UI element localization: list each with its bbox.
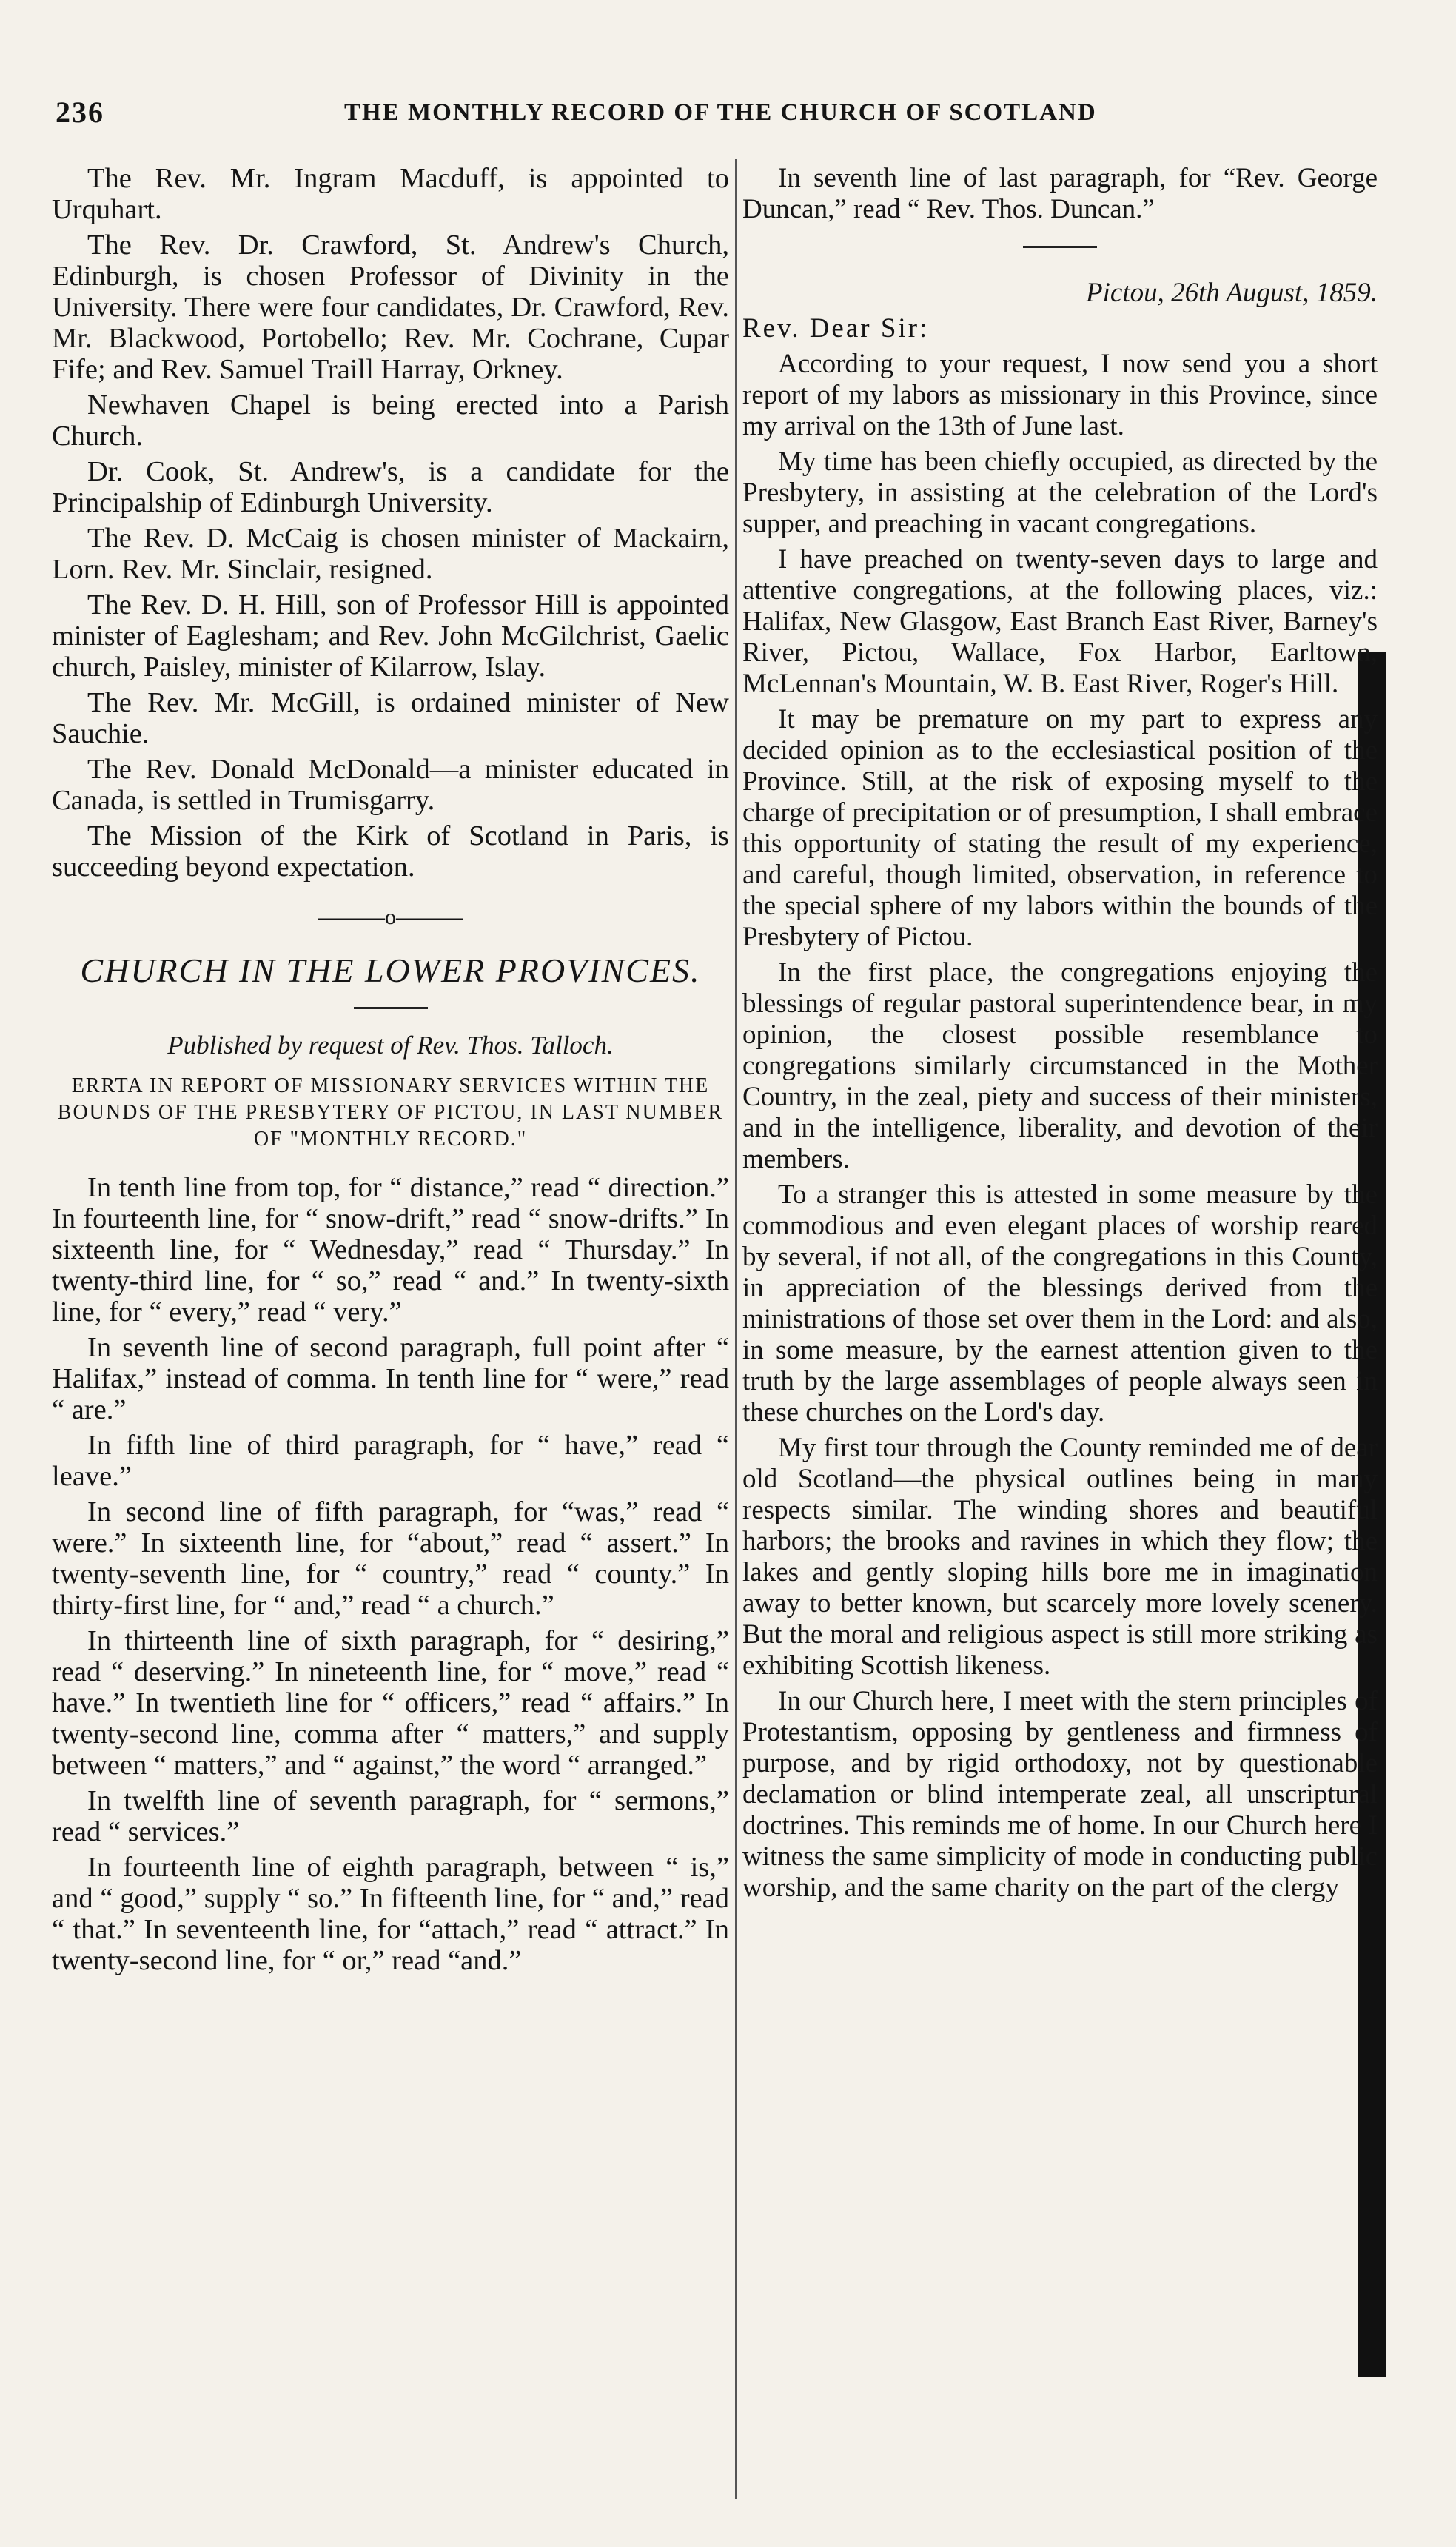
section-divider: ———o——— — [318, 905, 463, 929]
left-column — [52, 163, 729, 1981]
letter-rule — [1023, 246, 1097, 248]
notice-paragraph: The Rev. Donald McDonald—a minister educated in Canada, is settled in Trumisgarry. — [52, 754, 729, 816]
page-header — [56, 95, 1380, 139]
errata-heading: ERRTA IN REPORT OF MISSIONARY SERVICES WITHIN THE BOUNDS OF THE PRESBYTERY OF PICTOU, IN LAST NUMBER OF "MONTHLY RECORD." — [57, 1074, 724, 1151]
notice-paragraph: The Rev. Mr. McGill, is ordained minister of New Sauchie. — [52, 687, 729, 749]
errata-paragraph: In second line of fifth paragraph, for “was,” read “ were.” In sixteenth line, for “about,” read “ assert.” In twenty-seventh line, for “ country,” read “ county.” In thirty-first line, for “ and,” read “ a church.” — [52, 1496, 729, 1621]
letter-paragraph: My first tour through the County reminded me of dear old Scotland—the physical outlines being in many respects similar. The winding shores and beautiful harbors; the brooks and ravines in which they flow; the lakes and gently sloping hills bore me in imagination away to better known, but scarcely more lovely scenery. But the moral and religious aspect is still more striking as exhibiting Scottish likeness. — [742, 1433, 1378, 1681]
errata-continued: In seventh line of last paragraph, for “Rev. George Duncan,” read “ Rev. Thos. Duncan.” — [742, 163, 1378, 224]
section-subtitle: Published by request of Rev. Thos. Talloch. — [167, 1031, 614, 1060]
errata-paragraph: In fourteenth line of eighth paragraph, between “ is,” and “ good,” supply “ so.” In fifteenth line, for “ and,” read “ that.” In seventeenth line, for “attach,” read “ attract.” In twenty-second line, for “ or,” read “and.” — [52, 1852, 729, 1976]
notice-paragraph: The Mission of the Kirk of Scotland in Paris, is succeeding beyond expectation. — [52, 820, 729, 883]
errata-paragraph: In twelfth line of seventh paragraph, for “ sermons,” read “ services.” — [52, 1785, 729, 1847]
notice-paragraph: Dr. Cook, St. Andrew's, is a candidate for the Principalship of Edinburgh University. — [52, 456, 729, 518]
letter-paragraph: I have preached on twenty-seven days to large and attentive congregations, at the following places, viz.: Halifax, New Glasgow, East Branch East River, Barney's River, Pictou, Wallace, Fox Harbor, Earltown, McLennan's Mountain, W. B. East River, Roger's Hill. — [742, 544, 1378, 699]
letter-paragraph: In our Church here, I meet with the stern principles of Protestantism, opposing by gentleness and firmness of purpose, and by rigid orthodoxy, not by questionable declamation or blind intemperate zeal, all unscriptural doctrines. This reminds me of home. In our Church here I witness the same simplicity of mode in conducting public worship, and the same charity on the part of the clergy — [742, 1686, 1378, 1903]
notice-paragraph: The Rev. D. H. Hill, son of Professor Hill is appointed minister of Eaglesham; and Rev. John McGilchrist, Gaelic church, Paisley, minister of Kilarrow, Islay. — [52, 589, 729, 683]
dateline: Pictou, 26th August, 1859. — [1086, 278, 1378, 308]
notice-paragraph: The Rev. D. McCaig is chosen minister of Mackairn, Lorn. Rev. Mr. Sinclair, resigned. — [52, 523, 729, 585]
errata-paragraph: In fifth line of third paragraph, for “ have,” read “ leave.” — [52, 1430, 729, 1492]
notice-paragraph: The Rev. Dr. Crawford, St. Andrew's Church, Edinburgh, is chosen Professor of Divinity in the University. There were four candidates, Dr. Crawford, Rev. Mr. Blackwood, Portobello; Rev. Mr. Cochrane, Cupar Fife; and Rev. Samuel Traill Harray, Orkney. — [52, 230, 729, 385]
letter-paragraph: According to your request, I now send you a short report of my labors as missionary in this Province, since my arrival on the 13th of June last. — [742, 349, 1378, 441]
letter-paragraph: In the first place, the congregations enjoying the blessings of regular pastoral superintendence bear, in my opinion, the closest possible resemblance to congregations similarly circumstanced in the Mother Country, in the zeal, piety and success of their ministers, and in the intelligence, liberality, and devotion of their members. — [742, 957, 1378, 1174]
column-divider — [735, 159, 737, 2499]
right-column — [742, 163, 1378, 1908]
errata-paragraph: In thirteenth line of sixth paragraph, for “ desiring,” read “ deserving.” In nineteenth line, for “ move,” read “ have.” In twentieth line for “ officers,” read “ affairs.” In twenty-second line, comma after “ matters,” and supply between “ matters,” and “ against,” the word “ arranged.” — [52, 1625, 729, 1781]
page-number: 236 — [56, 96, 104, 129]
notice-paragraph: The Rev. Mr. Ingram Macduff, is appointed to Urquhart. — [52, 163, 729, 225]
heading-rule — [354, 1007, 428, 1009]
letter-paragraph: It may be premature on my part to express any decided opinion as to the ecclesiastical position of the Province. Still, at the risk of exposing myself to the charge of precipitation or of presumption, I shall embrace this opportunity of stating the result of my experience, and careful, though limited, observation, in reference to the special sphere of my labors within the bounds of the Presbytery of Pictou. — [742, 704, 1378, 952]
running-title: THE MONTHLY RECORD OF THE CHURCH OF SCOTLAND — [344, 99, 1097, 126]
letter-paragraph: To a stranger this is attested in some measure by the commodious and even elegant places of worship reared by several, if not all, of the congregations in this County, in appreciation of the blessings derived from the ministrations of those set over them in the Lord: and also, in some measure, by the earnest attention given to the truth by the large assemblages of people always seen in these churches on the Lord's day. — [742, 1179, 1378, 1428]
errata-paragraph: In seventh line of second paragraph, full point after “ Halifax,” instead of comma. In tenth line for “ were,” read “ are.” — [52, 1332, 729, 1425]
notice-paragraph: Newhaven Chapel is being erected into a Parish Church. — [52, 389, 729, 452]
section-heading: CHURCH IN THE LOWER PROVINCES. — [80, 951, 701, 989]
letter-paragraph: My time has been chiefly occupied, as directed by the Presbytery, in assisting at the celebration of the Lord's supper, and preaching in vacant congregations. — [742, 446, 1378, 539]
salutation: Rev. Dear Sir: — [742, 313, 930, 344]
errata-paragraph: In tenth line from top, for “ distance,” read “ direction.” In fourteenth line, for “ snow-drift,” read “ snow-drifts.” In sixteenth line, for “ Wednesday,” read “ Thursday.” In twenty-third line, for “ so,” read “ and.” In twenty-sixth line, for “ every,” read “ very.” — [52, 1172, 729, 1328]
